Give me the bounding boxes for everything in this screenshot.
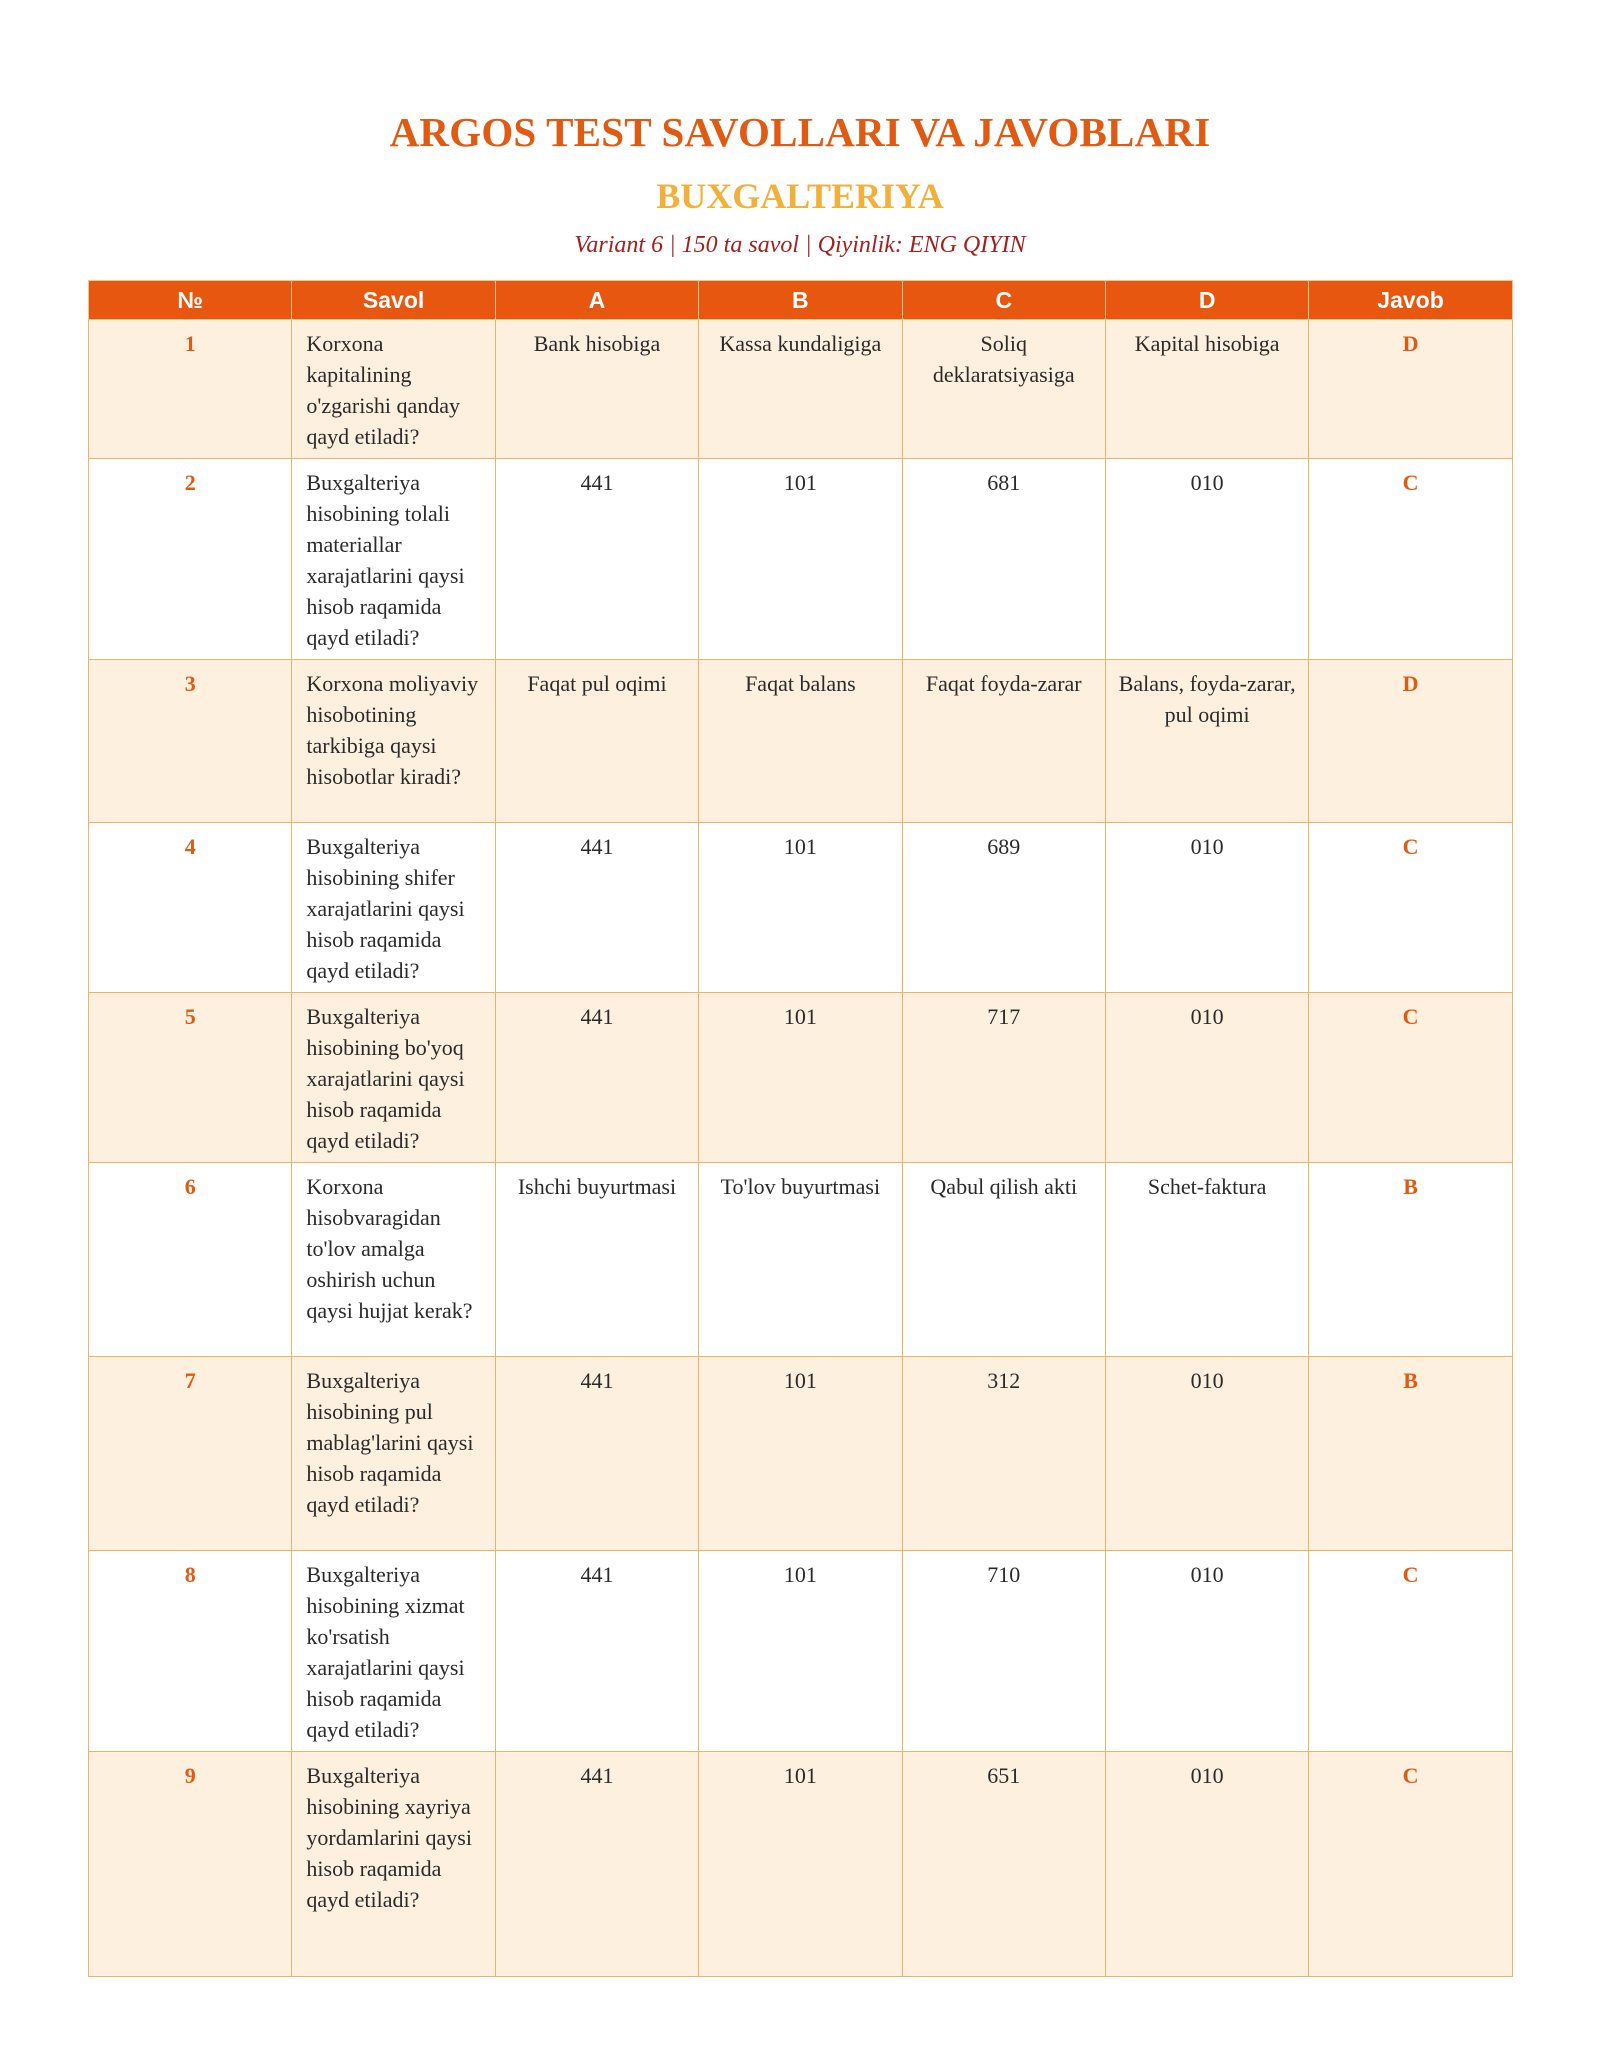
option-b: 101: [699, 1752, 902, 1977]
option-c: 651: [902, 1752, 1105, 1977]
table-row: [89, 993, 1513, 1163]
correct-answer: C: [1309, 1752, 1512, 1977]
option-d: 010: [1105, 1357, 1308, 1551]
option-b: 101: [699, 459, 902, 660]
table-row: [89, 1752, 1513, 1977]
correct-answer: D: [1309, 320, 1512, 459]
column-header-option-a: A: [495, 281, 698, 320]
option-c: 312: [902, 1357, 1105, 1551]
option-c: 710: [902, 1551, 1105, 1752]
question-text: Buxgalteriya hisobining bo'yoq xarajatlarini qaysi hisob raqamida qayd etiladi?: [292, 993, 495, 1163]
option-b: To'lov buyurtmasi: [699, 1163, 902, 1357]
option-d: Kapital hisobiga: [1105, 320, 1308, 459]
table-row: [89, 320, 1513, 459]
question-text: Korxona moliyaviy hisobotining tarkibiga qaysi hisobotlar kiradi?: [292, 660, 495, 823]
table-row: [89, 660, 1513, 823]
table-header-row: [89, 281, 1513, 320]
option-c: 689: [902, 823, 1105, 993]
question-text: Buxgalteriya hisobining xizmat ko'rsatish xarajatlarini qaysi hisob raqamida qayd etiladi?: [292, 1551, 495, 1752]
option-d: 010: [1105, 459, 1308, 660]
option-b: 101: [699, 993, 902, 1163]
option-c: Faqat foyda-zarar: [902, 660, 1105, 823]
option-a: 441: [495, 459, 698, 660]
question-text: Korxona hisobvaragidan to'lov amalga oshirish uchun qaysi hujjat kerak?: [292, 1163, 495, 1357]
correct-answer: C: [1309, 823, 1512, 993]
questions-table: [88, 280, 1513, 1977]
question-number: 2: [89, 459, 292, 660]
question-number: 1: [89, 320, 292, 459]
option-d: 010: [1105, 1752, 1308, 1977]
option-b: 101: [699, 1357, 902, 1551]
option-b: Kassa kundaligiga: [699, 320, 902, 459]
question-text: Buxgalteriya hisobining shifer xarajatlarini qaysi hisob raqamida qayd etiladi?: [292, 823, 495, 993]
option-a: Bank hisobiga: [495, 320, 698, 459]
correct-answer: B: [1309, 1357, 1512, 1551]
document-subtitle: BUXGALTERIYA: [656, 176, 944, 216]
question-text: Korxona kapitalining o'zgarishi qanday qayd etiladi?: [292, 320, 495, 459]
option-c: Qabul qilish akti: [902, 1163, 1105, 1357]
table-row: [89, 1551, 1513, 1752]
question-text: Buxgalteriya hisobining xayriya yordamlarini qaysi hisob raqamida qayd etiladi?: [292, 1752, 495, 1977]
correct-answer: C: [1309, 459, 1512, 660]
question-number: 4: [89, 823, 292, 993]
option-d: Schet-faktura: [1105, 1163, 1308, 1357]
option-a: 441: [495, 1752, 698, 1977]
option-c: Soliq deklaratsiyasiga: [902, 320, 1105, 459]
question-text: Buxgalteriya hisobining tolali materiallar xarajatlarini qaysi hisob raqamida qayd etiladi?: [292, 459, 495, 660]
option-a: Faqat pul oqimi: [495, 660, 698, 823]
option-a: 441: [495, 823, 698, 993]
question-number: 5: [89, 993, 292, 1163]
option-d: 010: [1105, 823, 1308, 993]
question-number: 8: [89, 1551, 292, 1752]
column-header-option-d: D: [1105, 281, 1308, 320]
question-number: 9: [89, 1752, 292, 1977]
option-a: Ishchi buyurtmasi: [495, 1163, 698, 1357]
option-c: 717: [902, 993, 1105, 1163]
question-number: 7: [89, 1357, 292, 1551]
column-header-answer: Javob: [1309, 281, 1512, 320]
correct-answer: C: [1309, 1551, 1512, 1752]
column-header-number: №: [89, 281, 292, 320]
option-d: 010: [1105, 993, 1308, 1163]
column-header-option-b: B: [699, 281, 902, 320]
question-number: 3: [89, 660, 292, 823]
table-row: [89, 823, 1513, 993]
document-title: ARGOS TEST SAVOLLARI VA JAVOBLARI: [389, 109, 1211, 155]
option-d: Balans, foyda-zarar, pul oqimi: [1105, 660, 1308, 823]
option-a: 441: [495, 1551, 698, 1752]
column-header-question: Savol: [292, 281, 495, 320]
option-c: 681: [902, 459, 1105, 660]
question-text: Buxgalteriya hisobining pul mablag'larini qaysi hisob raqamida qayd etiladi?: [292, 1357, 495, 1551]
column-header-option-c: C: [902, 281, 1105, 320]
option-b: 101: [699, 823, 902, 993]
option-d: 010: [1105, 1551, 1308, 1752]
correct-answer: B: [1309, 1163, 1512, 1357]
option-b: 101: [699, 1551, 902, 1752]
table-row: [89, 459, 1513, 660]
table-row: [89, 1357, 1513, 1551]
variant-info: Variant 6 | 150 ta savol | Qiyinlik: ENG QIYIN: [574, 232, 1026, 258]
correct-answer: C: [1309, 993, 1512, 1163]
question-number: 6: [89, 1163, 292, 1357]
option-b: Faqat balans: [699, 660, 902, 823]
correct-answer: D: [1309, 660, 1512, 823]
option-a: 441: [495, 1357, 698, 1551]
option-a: 441: [495, 993, 698, 1163]
table-row: [89, 1163, 1513, 1357]
